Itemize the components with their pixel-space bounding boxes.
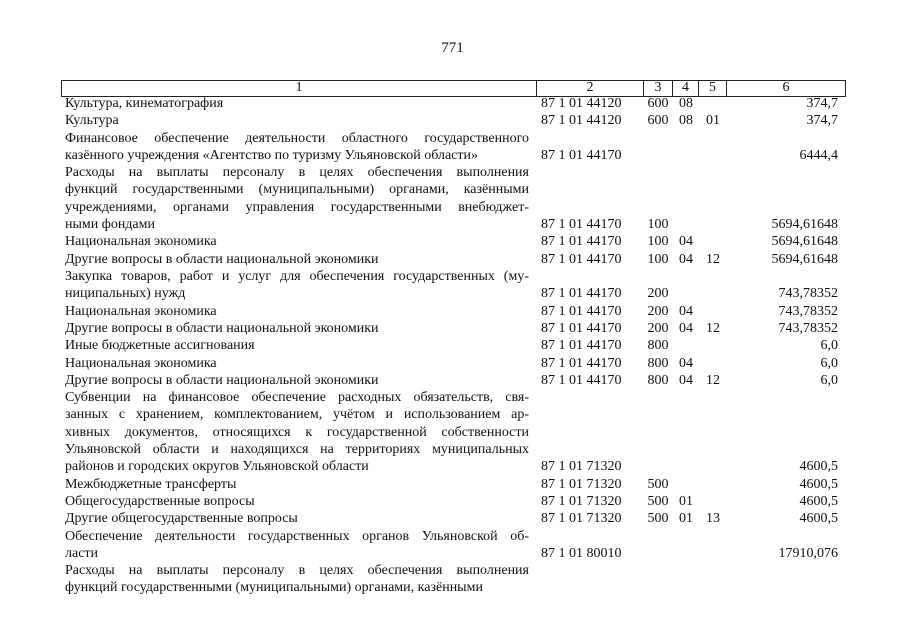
row-section: 08 [679,113,693,129]
row-expense-type: 200 [647,320,669,336]
table-row [0,165,905,234]
row-description-line: Расходы на выплаты персоналу в целях обеспечения выполнения [65,165,529,181]
row-description-line: Иные бюджетные ассигнования [65,338,255,354]
row-expense-type: 500 [647,493,669,509]
row-description-line: Другие вопросы в области национальной экономики [65,372,379,388]
row-code: 87 1 01 44170 [541,303,622,319]
row-description-line: ными фондами [65,217,156,233]
row-section: 04 [679,303,693,319]
row-code: 87 1 01 44120 [541,113,622,129]
row-amount: 6,0 [820,338,838,354]
row-description-line: Культура [65,113,119,129]
row-code: 87 1 01 44170 [541,217,622,233]
row-section: 04 [679,355,693,371]
row-description-line: Межбюджетные трансферты [65,476,237,492]
row-description-line: ниципальных) нужд [65,286,186,302]
table-row [0,269,905,304]
row-description-line: функций государственными (муниципальными) органами, казёнными [65,580,483,596]
row-description-line: Культура, кинематография [65,96,224,111]
row-description-line: Субвенции на финансовое обеспечение расходных обязательств, свя- [65,390,529,406]
row-description-line: Финансовое обеспечение деятельности областного государственного [65,130,529,146]
header-col-4: 4 [682,80,689,95]
row-description-line: Общегосударственные вопросы [65,493,255,509]
row-description-line: Расходы на выплаты персоналу в целях обеспечения выполнения [65,563,529,579]
row-amount: 4600,5 [799,459,838,475]
row-code: 87 1 01 44170 [541,320,622,336]
table-row [0,390,905,477]
table-row [0,494,905,511]
row-code: 87 1 01 71320 [541,476,622,492]
row-amount: 743,78352 [778,303,838,319]
row-subsection: 12 [706,372,720,388]
row-expense-type: 100 [647,217,669,233]
row-amount: 743,78352 [778,320,838,336]
row-code: 87 1 01 44170 [541,355,622,371]
row-description-line: Другие общегосударственные вопросы [65,511,298,527]
row-expense-type: 800 [647,355,669,371]
row-section: 04 [679,320,693,336]
row-description-line: Другие вопросы в области национальной экономики [65,320,379,336]
row-section: 01 [679,493,693,509]
row-expense-type: 800 [647,338,669,354]
table-row [0,529,905,564]
page-number: 771 [441,40,464,56]
row-section: 08 [679,96,693,111]
row-code: 87 1 01 44170 [541,372,622,388]
row-expense-type: 500 [647,476,669,492]
row-amount: 6444,4 [799,147,838,163]
row-amount: 5694,61648 [771,234,838,250]
row-expense-type: 100 [647,251,669,267]
row-subsection: 13 [706,511,720,527]
row-description-line: Ульяновской области и находящихся на территориях муниципальных [65,441,529,457]
row-amount: 17910,076 [778,545,838,561]
row-code: 87 1 01 44170 [541,251,622,267]
row-description-line: районов и городских округов Ульяновской области [65,459,369,475]
table-row [0,131,905,166]
row-amount: 743,78352 [778,286,838,302]
row-description-line: Национальная экономика [65,234,217,250]
row-description-line: Национальная экономика [65,303,217,319]
table-row [0,321,905,338]
header-col-2: 2 [586,80,594,95]
table-row [0,234,905,251]
row-code: 87 1 01 44120 [541,96,622,111]
row-section: 04 [679,251,693,267]
row-description-line: казённого учреждения «Агентство по туризму Ульяновской области» [65,147,478,163]
row-code: 87 1 01 80010 [541,545,622,561]
row-description-line: Обеспечение деятельности государственных органов Ульяновской об- [65,528,529,544]
row-amount: 6,0 [820,355,838,371]
row-code: 87 1 01 44170 [541,338,622,354]
row-description-line: учреждениями, органами управления государственными внебюджет- [65,199,529,215]
table-row [0,113,905,130]
row-subsection: 12 [706,320,720,336]
row-expense-type: 600 [647,96,669,111]
row-code: 87 1 01 71320 [541,511,622,527]
row-amount: 5694,61648 [771,217,838,233]
row-expense-type: 800 [647,372,669,388]
table-row [0,252,905,269]
row-expense-type: 100 [647,234,669,250]
header-col-3: 3 [654,80,662,95]
row-amount: 4600,5 [799,476,838,492]
row-code: 87 1 01 44170 [541,147,622,163]
table-row [0,356,905,373]
row-amount: 4600,5 [799,511,838,527]
row-subsection: 12 [706,251,720,267]
row-subsection: 01 [706,113,720,129]
table-row [0,96,905,113]
row-expense-type: 200 [647,286,669,302]
header-col-1: 1 [295,80,303,95]
row-amount: 5694,61648 [771,251,838,267]
table-row [0,338,905,355]
row-description-line: Национальная экономика [65,355,217,371]
row-expense-type: 200 [647,303,669,319]
row-section: 04 [679,234,693,250]
row-code: 87 1 01 71320 [541,459,622,475]
row-code: 87 1 01 44170 [541,286,622,302]
table-row [0,477,905,494]
row-description-line: ласти [65,545,99,561]
row-section: 04 [679,372,693,388]
row-amount: 4600,5 [799,493,838,509]
row-amount: 6,0 [820,372,838,388]
row-description-line: хивных документов, относящихся к государственной собственности [65,424,529,440]
table-row [0,373,905,390]
row-description-line: функций государственными (муниципальными) органами, казёнными [65,182,529,198]
table-row [0,511,905,528]
row-code: 87 1 01 44170 [541,234,622,250]
row-amount: 374,7 [806,113,838,129]
row-section: 01 [679,511,693,527]
table-row [0,563,905,598]
row-code: 87 1 01 71320 [541,493,622,509]
row-amount: 374,7 [806,96,838,111]
row-expense-type: 600 [647,113,669,129]
row-description-line: занных с хранением, комплектованием, учётом и использованием ар- [65,407,529,423]
row-expense-type: 500 [647,511,669,527]
row-description-line: Другие вопросы в области национальной экономики [65,251,379,267]
table-row [0,304,905,321]
header-col-5: 5 [709,80,716,95]
header-col-6: 6 [782,80,790,95]
row-description-line: Закупка товаров, работ и услуг для обеспечения государственных (му- [65,269,529,284]
